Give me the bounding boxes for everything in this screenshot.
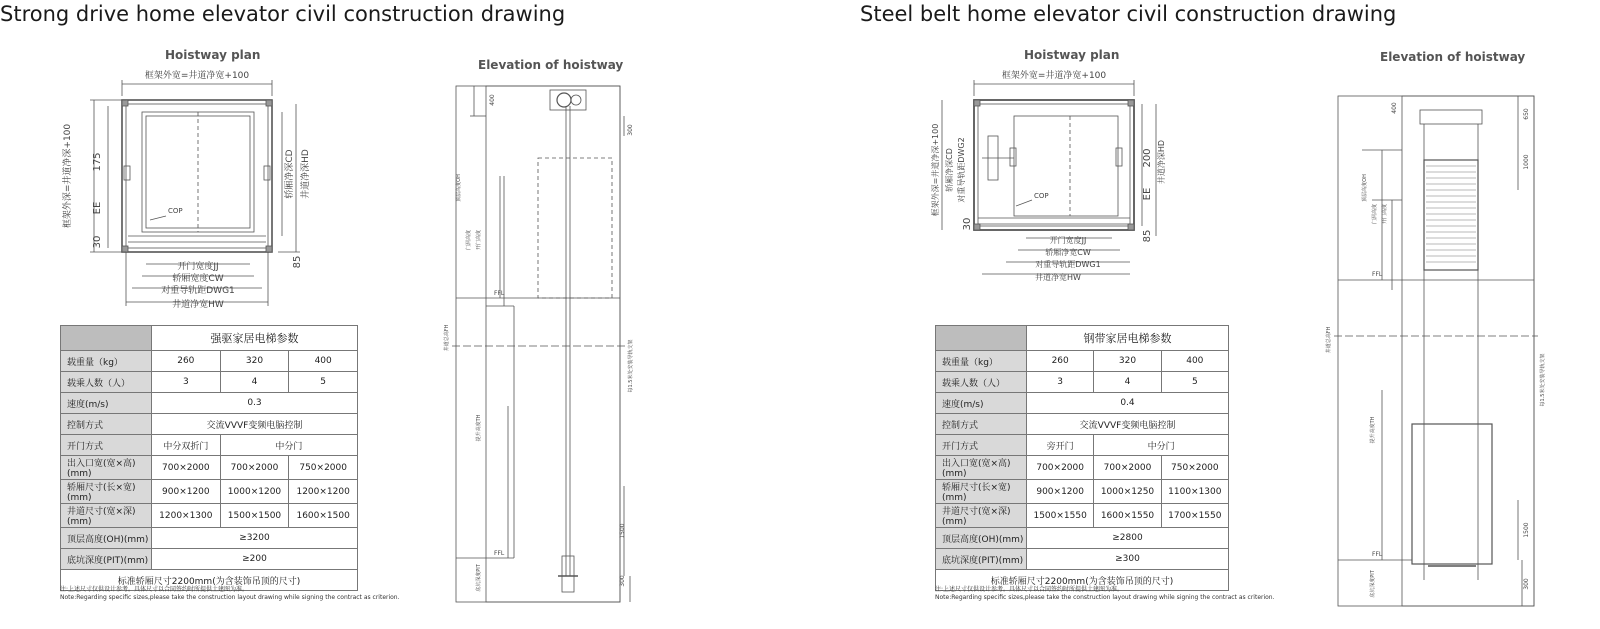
shaft-width-label: 井道净宽HW bbox=[172, 300, 224, 310]
car-width-label: 轿厢净宽CW bbox=[1045, 248, 1091, 257]
row-label: 轿厢尺寸(长×宽)(mm) bbox=[936, 480, 1027, 504]
row-label: 控制方式 bbox=[936, 414, 1027, 435]
row-label: 井道尺寸(宽×深)(mm) bbox=[936, 504, 1027, 528]
table-row bbox=[61, 372, 358, 393]
table-row bbox=[936, 528, 1229, 549]
table-cell: 700×2000 bbox=[152, 456, 221, 480]
table-cell: 700×2000 bbox=[1027, 456, 1094, 480]
elevation-title: Elevation of hoistway bbox=[478, 58, 624, 72]
table-cell: 1200×1200 bbox=[289, 480, 358, 504]
table-cell: 1000×1200 bbox=[220, 480, 289, 504]
row-label: 顶层高度(OH)(mm) bbox=[936, 528, 1027, 549]
row-label: 载重量（kg） bbox=[936, 351, 1027, 372]
table-row bbox=[936, 414, 1229, 435]
dim-30: 30 bbox=[92, 235, 103, 249]
pit-label: 底坑深度PIT bbox=[476, 564, 482, 592]
frame-depth-label: 框架外深=井道净深+100 bbox=[63, 123, 73, 229]
rail-note-label: 每1.5米处安装导轨支架 bbox=[1540, 353, 1546, 407]
table-cell: 900×1200 bbox=[152, 480, 221, 504]
panel-title: Strong drive home elevator civil construction drawing bbox=[0, 2, 566, 26]
table-row bbox=[61, 393, 358, 414]
table-cell: 中分双折门 bbox=[152, 435, 221, 456]
ffl-bottom-label: FFL bbox=[494, 550, 505, 557]
table-cell: 750×2000 bbox=[289, 456, 358, 480]
table-cell: 1600×1500 bbox=[289, 504, 358, 528]
plan-title: Hoistway plan bbox=[1024, 48, 1120, 62]
rail-dist2-label: 对重导轨距DWG2 bbox=[957, 137, 966, 203]
row-label: 载乘人数（人） bbox=[936, 372, 1027, 393]
plan-title: Hoistway plan bbox=[165, 48, 261, 62]
row-label: 载重量（kg） bbox=[61, 351, 152, 372]
dim-ee: EE bbox=[92, 201, 103, 215]
table-cell: 750×2000 bbox=[1161, 456, 1228, 480]
table-row bbox=[61, 549, 358, 570]
table-footer: 标准轿厢尺寸2200mm(为含装饰吊顶的尺寸) bbox=[936, 570, 1229, 591]
dim-85: 85 bbox=[292, 255, 303, 269]
row-label: 底坑深度(PIT)(mm) bbox=[936, 549, 1027, 570]
table-row bbox=[61, 504, 358, 528]
table-row bbox=[61, 435, 358, 456]
table-cell: ≥300 bbox=[1027, 549, 1229, 570]
spec-table bbox=[935, 325, 1229, 591]
hoistway-elevation-drawing bbox=[440, 76, 640, 606]
table-row bbox=[936, 372, 1229, 393]
panel-title: Steel belt home elevator civil construction drawing bbox=[860, 2, 1397, 26]
table-cell: ≥200 bbox=[152, 549, 358, 570]
table-row bbox=[61, 351, 358, 372]
table-cell: 260 bbox=[152, 351, 221, 372]
table-title: 强驱家居电梯参数 bbox=[152, 326, 358, 351]
table-cell: 400 bbox=[1161, 351, 1228, 372]
table-cell: ≥2800 bbox=[1027, 528, 1229, 549]
table-cell: 1100×1300 bbox=[1161, 480, 1228, 504]
cop-label: COP bbox=[1034, 192, 1049, 200]
row-label: 速度(m/s) bbox=[936, 393, 1027, 414]
table-title: 钢带家居电梯参数 bbox=[1027, 326, 1229, 351]
car-width-label: 轿厢宽度CW bbox=[172, 274, 224, 284]
shaft-depth-label: 井道净深HD bbox=[301, 149, 311, 199]
note-en: Note:Regarding specific sizes,please take the construction layout drawing while signing the contract as criterion. bbox=[935, 594, 1275, 601]
table-cell: 1500×1500 bbox=[220, 504, 289, 528]
open-height-label: 开门高度 bbox=[1382, 203, 1388, 225]
row-label: 开门方式 bbox=[936, 435, 1027, 456]
table-cell: 1200×1300 bbox=[152, 504, 221, 528]
dim-300-top: 300 bbox=[627, 124, 634, 136]
table-cell: 0.4 bbox=[1027, 393, 1229, 414]
table-cell: 中分门 bbox=[1094, 435, 1229, 456]
table-cell: 400 bbox=[289, 351, 358, 372]
table-cell: 700×2000 bbox=[1094, 456, 1161, 480]
row-label: 顶层高度(OH)(mm) bbox=[61, 528, 152, 549]
shaft-depth-label: 井道净深HD bbox=[1157, 139, 1166, 185]
table-row bbox=[61, 456, 358, 480]
dim-400: 400 bbox=[489, 94, 496, 106]
door-width-label: 开门宽度JJ bbox=[177, 262, 219, 272]
table-cell: 4 bbox=[1094, 372, 1161, 393]
note-en: Note:Regarding specific sizes,please take the construction layout drawing while signing the contract as criterion. bbox=[60, 594, 400, 601]
table-cell: 5 bbox=[289, 372, 358, 393]
table-row bbox=[936, 456, 1229, 480]
table-cell: 3 bbox=[1027, 372, 1094, 393]
table-row bbox=[936, 393, 1229, 414]
elevation-title: Elevation of hoistway bbox=[1380, 50, 1526, 64]
frame-width-label: 框架外宽=井道净宽+100 bbox=[144, 71, 250, 81]
row-label: 出入口宽(宽×高)(mm) bbox=[61, 456, 152, 480]
rail-note-label: 每1.5米处安装导轨支架 bbox=[628, 339, 634, 393]
table-cell: 4 bbox=[220, 372, 289, 393]
ffl-bottom-label: FFL bbox=[1372, 551, 1383, 558]
frame-width-label: 框架外宽=井道净宽+100 bbox=[1001, 71, 1107, 81]
row-label: 速度(m/s) bbox=[61, 393, 152, 414]
shaft-width-label: 井道净宽HW bbox=[1035, 273, 1081, 282]
table-row bbox=[61, 480, 358, 504]
ffl-top-label: FFL bbox=[494, 290, 505, 297]
dim-300-bottom: 300 bbox=[1523, 578, 1530, 590]
table-cell: 0.3 bbox=[152, 393, 358, 414]
th-label: 提升高度TH bbox=[1370, 416, 1376, 444]
oh-label: 顶层高度OH bbox=[456, 174, 462, 202]
rail-distance-label: 对重导轨距DWG1 bbox=[161, 286, 235, 296]
oh-label: 顶层高度OH bbox=[1362, 174, 1368, 202]
table-corner-cell bbox=[61, 326, 152, 351]
table-cell: 1500×1550 bbox=[1027, 504, 1094, 528]
dim-300-bottom: 300 bbox=[619, 575, 626, 587]
dim-200: 200 bbox=[1142, 148, 1153, 168]
table-corner-cell bbox=[936, 326, 1027, 351]
spec-table bbox=[60, 325, 358, 591]
ffl-top-label: FFL bbox=[1372, 271, 1383, 278]
table-row bbox=[936, 549, 1229, 570]
note-cn: 注:上述尺寸仅供设计参考。具体尺寸以合同签约时所提供土建图为准。 bbox=[60, 586, 249, 593]
rail-distance-label: 对重导轨距DWG1 bbox=[1035, 260, 1101, 269]
door-height-label: 门洞高度 bbox=[1372, 203, 1378, 225]
dim-650: 650 bbox=[1523, 108, 1530, 120]
dim-1000: 1000 bbox=[1523, 154, 1530, 170]
table-cell: 260 bbox=[1027, 351, 1094, 372]
row-label: 井道尺寸(宽×深)(mm) bbox=[61, 504, 152, 528]
dim-ee: EE bbox=[1142, 187, 1153, 201]
table-cell: 700×2000 bbox=[220, 456, 289, 480]
table-row bbox=[936, 504, 1229, 528]
dim-1500: 1500 bbox=[1523, 522, 1530, 538]
table-cell: ≥3200 bbox=[152, 528, 358, 549]
dim-1500: 1500 bbox=[619, 523, 626, 539]
th-label: 提升高度TH bbox=[476, 414, 482, 442]
table-row bbox=[936, 435, 1229, 456]
table-cell: 交流VVVF变频电脑控制 bbox=[1027, 414, 1229, 435]
dim-85: 85 bbox=[1142, 229, 1153, 243]
table-row bbox=[61, 528, 358, 549]
row-label: 轿厢尺寸(长×宽)(mm) bbox=[61, 480, 152, 504]
table-row bbox=[936, 351, 1229, 372]
car-depth-label: 轿厢净深CD bbox=[285, 149, 295, 199]
note-cn: 注:上述尺寸仅供设计参考。具体尺寸以合同签约时所提供土建图为准。 bbox=[935, 586, 1124, 593]
hoistway-plan-drawing bbox=[60, 66, 330, 318]
car-depth-label: 轿厢净深CD bbox=[945, 148, 954, 192]
row-label: 控制方式 bbox=[61, 414, 152, 435]
cop-label: COP bbox=[168, 207, 183, 215]
table-cell: 1000×1250 bbox=[1094, 480, 1161, 504]
steel-belt-panel bbox=[860, 0, 1600, 629]
table-cell: 交流VVVF变频电脑控制 bbox=[152, 414, 358, 435]
table-row bbox=[61, 414, 358, 435]
table-footer: 标准轿厢尺寸2200mm(为含装饰吊顶的尺寸) bbox=[61, 570, 358, 591]
row-label: 出入口宽(宽×高)(mm) bbox=[936, 456, 1027, 480]
door-width-label: 开门宽度JJ bbox=[1049, 236, 1087, 245]
row-label: 底坑深度(PIT)(mm) bbox=[61, 549, 152, 570]
open-height-label: 开门高度 bbox=[476, 229, 482, 251]
table-header-row bbox=[61, 326, 358, 351]
hoistway-elevation-drawing bbox=[1322, 90, 1552, 610]
table-cell: 900×1200 bbox=[1027, 480, 1094, 504]
fh-label: 井道总高FH bbox=[1326, 326, 1332, 354]
door-height-label: 门洞高度 bbox=[466, 229, 472, 251]
frame-depth-label: 框架外深=井道净深+100 bbox=[931, 123, 940, 217]
table-cell: 320 bbox=[1094, 351, 1161, 372]
table-header-row bbox=[936, 326, 1229, 351]
row-label: 开门方式 bbox=[61, 435, 152, 456]
dim-400: 400 bbox=[1391, 102, 1398, 114]
hoistway-plan-drawing bbox=[930, 66, 1170, 288]
table-cell: 1700×1550 bbox=[1161, 504, 1228, 528]
dim-30: 30 bbox=[962, 217, 973, 231]
row-label: 载乘人数（人） bbox=[61, 372, 152, 393]
fh-label: 井道总高FH bbox=[444, 324, 450, 352]
dim-175: 175 bbox=[92, 152, 103, 172]
table-cell: 1600×1550 bbox=[1094, 504, 1161, 528]
table-cell: 中分门 bbox=[220, 435, 357, 456]
table-row bbox=[936, 480, 1229, 504]
table-cell: 旁开门 bbox=[1027, 435, 1094, 456]
table-cell: 320 bbox=[220, 351, 289, 372]
pit-label: 底坑深度PIT bbox=[1370, 570, 1376, 598]
table-cell: 5 bbox=[1161, 372, 1228, 393]
table-cell: 3 bbox=[152, 372, 221, 393]
